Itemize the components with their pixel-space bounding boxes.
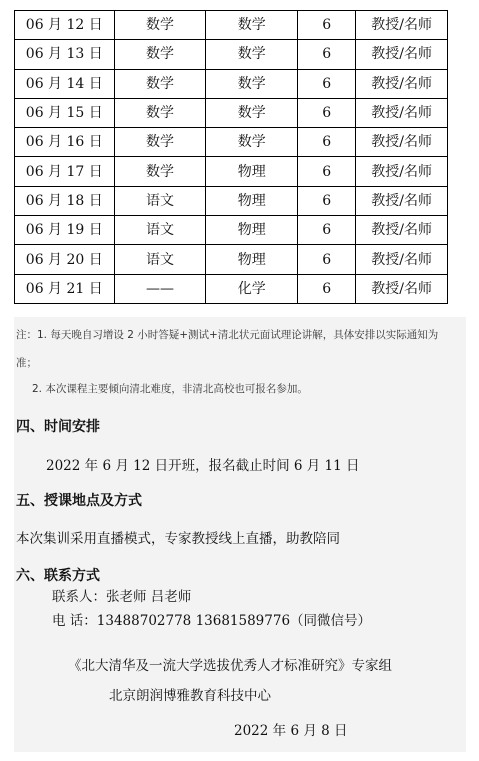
- hours-cell: 6: [298, 69, 356, 98]
- schedule-table: [14, 10, 448, 304]
- content-cell: 物理: [206, 186, 298, 215]
- table-row: [15, 216, 448, 245]
- table-row: [15, 245, 448, 274]
- teacher-cell: 教授/名师: [356, 274, 448, 303]
- hours-cell: 6: [298, 274, 356, 303]
- date-cell: 06 月 17 日: [15, 157, 115, 186]
- teacher-cell: 教授/名师: [356, 69, 448, 98]
- subject-cell: 数学: [114, 128, 206, 157]
- hours-cell: 6: [298, 157, 356, 186]
- date-cell: 06 月 15 日: [15, 98, 115, 127]
- date-cell: 06 月 19 日: [15, 216, 115, 245]
- subject-cell: 语文: [114, 245, 206, 274]
- table-row: [15, 11, 448, 40]
- table-row: [15, 98, 448, 127]
- section-5-heading: 五、授课地点及方式: [16, 493, 142, 509]
- table-row: [15, 128, 448, 157]
- date-cell: 06 月 20 日: [15, 245, 115, 274]
- footer-org: 北京朗润博雅教育科技中心: [109, 688, 271, 704]
- section-5-text: 本次集训采用直播模式，专家教授线上直播，助教陪同: [16, 531, 340, 547]
- teacher-cell: 教授/名师: [356, 216, 448, 245]
- subject-cell: 语文: [114, 216, 206, 245]
- date-cell: 06 月 12 日: [15, 11, 115, 40]
- table-row: [15, 40, 448, 69]
- content-cell: 化学: [206, 274, 298, 303]
- hours-cell: 6: [298, 40, 356, 69]
- date-cell: 06 月 16 日: [15, 128, 115, 157]
- date-cell: 06 月 18 日: [15, 186, 115, 215]
- date-cell: 06 月 13 日: [15, 40, 115, 69]
- hours-cell: 6: [298, 186, 356, 215]
- content-cell: 数学: [206, 128, 298, 157]
- footer-date: 2022 年 6 月 8 日: [234, 723, 348, 739]
- content-cell: 数学: [206, 11, 298, 40]
- table-row: [15, 157, 448, 186]
- date-cell: 06 月 21 日: [15, 274, 115, 303]
- contact-phone: 电 话：13488702778 13681589776（同微信号）: [52, 613, 372, 629]
- hours-cell: 6: [298, 11, 356, 40]
- note-line-2: 2. 本次课程主要倾向清北难度，非清北高校也可报名参加。: [32, 383, 308, 395]
- content-cell: 物理: [206, 216, 298, 245]
- content-cell: 物理: [206, 157, 298, 186]
- content-cell: 物理: [206, 245, 298, 274]
- teacher-cell: 教授/名师: [356, 40, 448, 69]
- subject-cell: 语文: [114, 186, 206, 215]
- table-row: [15, 274, 448, 303]
- subject-cell: 数学: [114, 98, 206, 127]
- subject-cell: 数学: [114, 157, 206, 186]
- teacher-cell: 教授/名师: [356, 245, 448, 274]
- note-line-1: 注：1. 每天晚自习增设 2 小时答疑+测试+清北状元面试理论讲解，具体安排以实际通知为: [16, 329, 439, 341]
- teacher-cell: 教授/名师: [356, 128, 448, 157]
- teacher-cell: 教授/名师: [356, 11, 448, 40]
- section-6-heading: 六、联系方式: [16, 568, 100, 584]
- teacher-cell: 教授/名师: [356, 98, 448, 127]
- subject-cell: ——: [114, 274, 206, 303]
- content-cell: 数学: [206, 40, 298, 69]
- content-cell: 数学: [206, 98, 298, 127]
- contact-person: 联系人：张老师 吕老师: [52, 589, 192, 605]
- subject-cell: 数学: [114, 40, 206, 69]
- hours-cell: 6: [298, 98, 356, 127]
- schedule-body: [15, 11, 448, 304]
- hours-cell: 6: [298, 128, 356, 157]
- hours-cell: 6: [298, 216, 356, 245]
- footer-group: 《北大清华及一流大学选拔优秀人才标准研究》专家组: [68, 658, 392, 674]
- section-4-heading: 四、时间安排: [16, 419, 100, 435]
- section-4-text: 2022 年 6 月 12 日开班，报名截止时间 6 月 11 日: [46, 458, 360, 474]
- info-panel: [14, 317, 466, 752]
- table-row: [15, 69, 448, 98]
- note-line-1-cont: 准；: [16, 357, 37, 369]
- teacher-cell: 教授/名师: [356, 186, 448, 215]
- hours-cell: 6: [298, 245, 356, 274]
- subject-cell: 数学: [114, 69, 206, 98]
- teacher-cell: 教授/名师: [356, 157, 448, 186]
- content-cell: 数学: [206, 69, 298, 98]
- date-cell: 06 月 14 日: [15, 69, 115, 98]
- table-row: [15, 186, 448, 215]
- subject-cell: 数学: [114, 11, 206, 40]
